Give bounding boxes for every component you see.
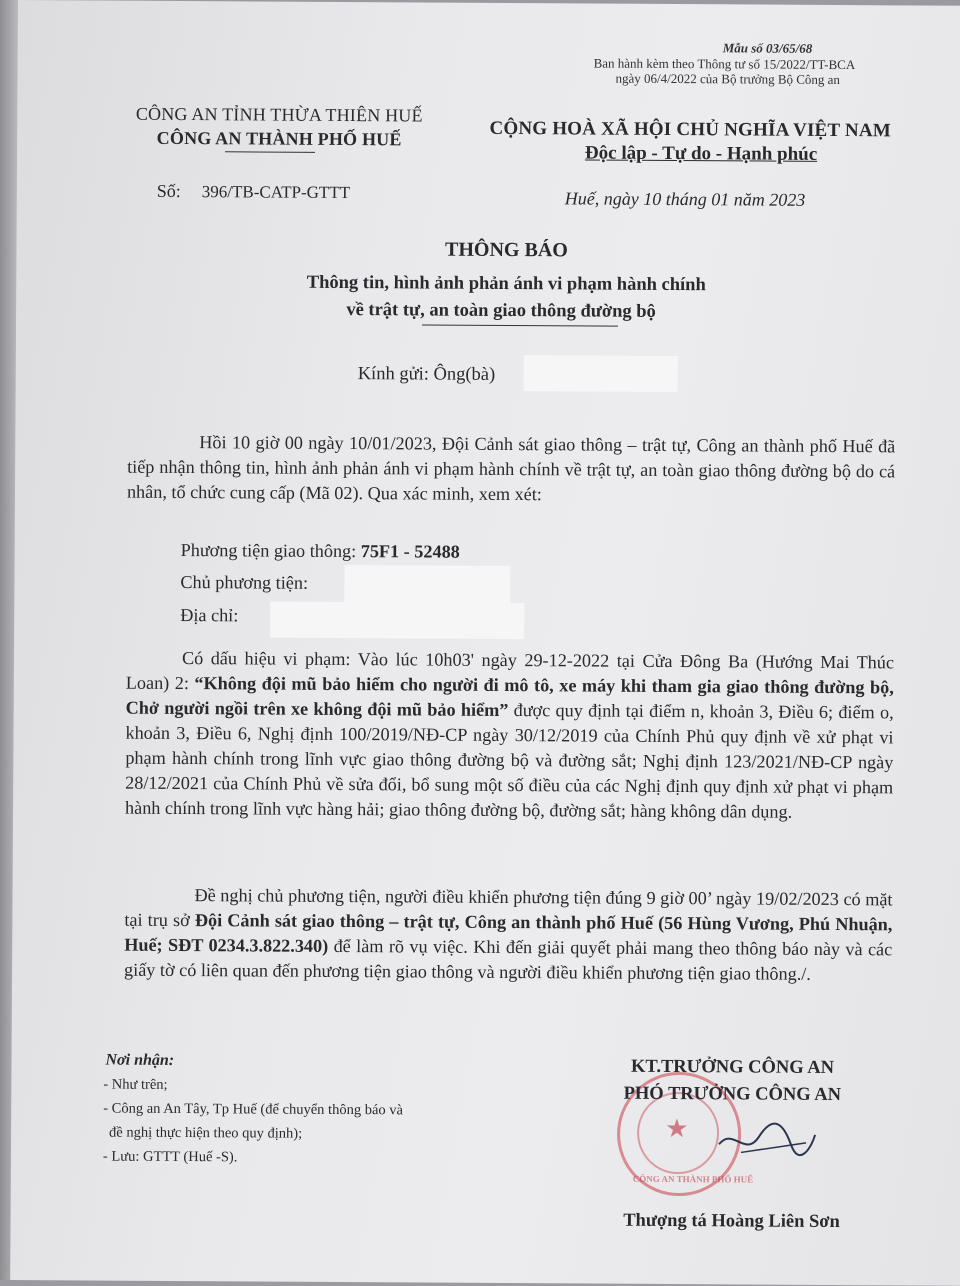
recipients-item-3: đề nghị thực hiện theo quy định); xyxy=(109,1124,303,1142)
request-intro: Đề nghị chủ phương tiện, người điều khiển phương tiện đúng 9 giờ 00’ ngày 19/02/2023 có mặt tại trụ sở xyxy=(124,885,893,931)
form-reference-line1: Ban hành kèm theo Thông tư số 15/2022/TT-BCA xyxy=(593,55,856,73)
subtitle-underline xyxy=(422,324,618,326)
handwritten-signature xyxy=(711,1114,821,1165)
paragraph-receipt: Hồi 10 giờ 00 ngày 10/01/2023, Đội Cảnh sát giao thông – trật tự, Công an thành phố Huế đã tiếp nhận thông tin, hình ảnh phản ánh vi phạm hành chính về trật tự, an toàn giao thông đường bộ do cá nhân, tổ chức cung cấp (Mã 02). Qua xác minh, xem xét: xyxy=(126,432,896,505)
national-motto: Độc lập - Tự do - Hạnh phúc xyxy=(584,142,818,165)
recipients-item-4: - Lưu: GTTT (Huế -S). xyxy=(102,1148,238,1166)
paragraph-request xyxy=(124,883,893,988)
redacted-recipient-name xyxy=(524,355,678,392)
official-stamp: ★ CÔNG AN THÀNH PHỐ HUẾ xyxy=(18,0,960,6)
recipients-item-1: - Như trên; xyxy=(103,1076,168,1093)
signature-title-2: PHÓ TRƯỞNG CÔNG AN xyxy=(623,1083,842,1106)
form-reference-line2: ngày 06/4/2022 của Bộ trưởng Bộ Công an xyxy=(615,70,841,88)
recipient-label: Kính gửi: Ông(bà) xyxy=(357,364,496,385)
agency-underline xyxy=(225,151,315,153)
recipients-item-2: - Công an An Tây, Tp Huế (để chuyển thông báo và xyxy=(103,1100,404,1119)
violation-description: “Không đội mũ bảo hiểm cho người đi mô tô, xe máy khi tham gia giao thông đường bộ, Chở người ngồi trên xe không đội mũ bảo hiểm” xyxy=(125,673,894,721)
vehicle-label: Phương tiện giao thông: xyxy=(180,540,357,562)
address-label: Địa chỉ: xyxy=(180,605,239,626)
stamp-text: CÔNG AN THÀNH PHỐ HUẾ xyxy=(632,1173,754,1185)
document-number-label: Số: xyxy=(156,180,181,201)
document-subtitle-1: Thông tin, hình ảnh phản ánh vi phạm hành chính xyxy=(306,272,706,296)
signer-name: Thượng tá Hoàng Liên Sơn xyxy=(623,1210,840,1233)
agency-name: CÔNG AN THÀNH PHỐ HUẾ xyxy=(156,127,402,150)
redacted-owner-name xyxy=(344,565,510,604)
form-code: Mẫu số 03/65/68 xyxy=(722,40,813,56)
document-page xyxy=(10,0,960,1286)
recipients-heading: Nơi nhận: xyxy=(105,1051,175,1069)
owner-label: Chủ phương tiện: xyxy=(180,572,309,593)
violation-legal-basis: được quy định tại điểm n, khoản 3, Điều 6; điểm o, khoản 3, Điều 6, Nghị định 100/2019/NĐ-CP ngày 30/12/2019 của Chính Phủ quy định về xử phạt vi phạm hành chính trong lĩnh vực giao thông đường bộ và đường sắt; Nghị định 123/2021/NĐ-CP ngày 28/12/2021 của Chính Phủ về sửa đổi, bổ sung một số điều của các Nghị định quy định xử phạt vi phạm hành chính trong lĩnh vực hàng hải; giao thông đường bộ, đường sắt; hàng không dân dụng. xyxy=(125,700,894,822)
violation-intro: Có dấu hiệu vi phạm: Vào lúc 10h03' ngày 29-12-2022 tại Cửa Đông Ba (Hướng Mai Thúc Loan) 2: xyxy=(125,648,895,694)
vehicle-plate: 75F1 - 52488 xyxy=(360,541,460,562)
paragraph-violation xyxy=(125,646,894,826)
document-title: THÔNG BÁO xyxy=(445,238,568,262)
signature-title-1: KT.TRƯỞNG CÔNG AN xyxy=(630,1056,835,1079)
document-subtitle-2: về trật tự, an toàn giao thông đường bộ xyxy=(346,300,656,322)
request-location: Đội Cảnh sát giao thông – trật tự, Công an thành phố Huế (56 Hùng Vương, Phú Nhuận, Huế; SĐT 0234.3.822.340) xyxy=(124,910,893,956)
vehicle-row xyxy=(181,540,460,563)
redacted-address xyxy=(270,602,524,640)
agency-parent: CÔNG AN TỈNH THỪA THIÊN HUẾ xyxy=(135,103,423,126)
country-name: CỘNG HOÀ XÃ HỘI CHỦ NGHĨA VIỆT NAM xyxy=(489,117,891,142)
request-instructions: để làm rõ vụ việc. Khi đến giải quyết phải mang theo thông báo này và các giấy tờ có liên quan đến phương tiện giao thông và người điều khiển phương tiện giao thông./. xyxy=(124,935,893,984)
document-number: 396/TB-CATP-GTTT xyxy=(201,182,351,203)
place-date: Huế, ngày 10 tháng 01 năm 2023 xyxy=(564,188,806,210)
